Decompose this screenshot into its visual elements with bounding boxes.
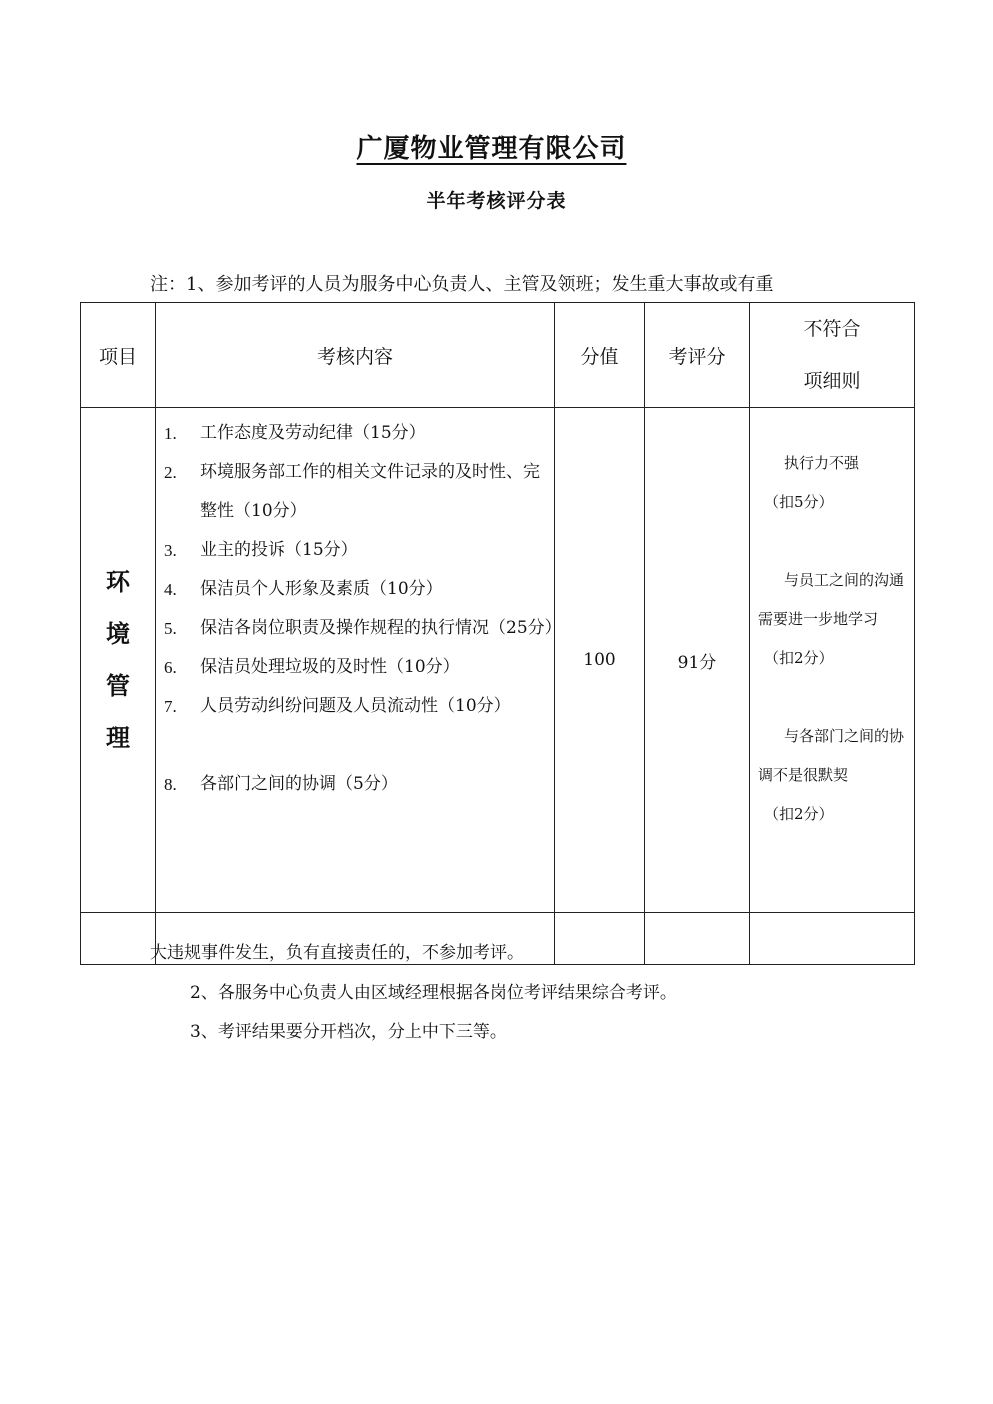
- item-text: 工作态度及劳动纪律（15分）: [200, 423, 426, 443]
- header-evaluation: 考评分: [645, 303, 750, 408]
- category-cell: [81, 408, 156, 913]
- remark-block: [758, 717, 910, 834]
- remarks-cell: [750, 408, 915, 913]
- remark-deduction: （扣2分）: [764, 649, 834, 667]
- item-text: 各部门之间的协调（5分）: [200, 774, 398, 794]
- header-item: 项目: [81, 303, 156, 408]
- table-row: [81, 408, 915, 913]
- remark-text: 与各部门之间的协调不是很默契: [758, 727, 905, 784]
- content-cell: [156, 408, 562, 913]
- note-line-3: 2、各服务中心负责人由区域经理根据各岗位考评结果综合考评。: [190, 983, 677, 1003]
- list-item: [164, 648, 554, 687]
- item-text: 环境服务部工作的相关文件记录的及时性、完整性（10分）: [200, 462, 540, 521]
- company-title: 广厦物业管理有限公司: [356, 134, 627, 164]
- score-value: 100: [555, 408, 645, 913]
- evaluation-value: 91分: [645, 408, 750, 913]
- note-line-2: 大违规事件发生，负有直接责任的，不参加考评。: [150, 943, 524, 963]
- item-number: 3.: [164, 541, 177, 560]
- category-char: 管: [106, 671, 130, 700]
- item-text: 保洁各岗位职责及操作规程的执行情况（25分）: [200, 618, 562, 638]
- remark-text: 与员工之间的沟通需要进一步地学习: [758, 571, 905, 628]
- remark-block: [758, 444, 910, 522]
- note-line-1: 注：1、参加考评的人员为服务中心负责人、主管及领班；发生重大事故或有重: [150, 274, 774, 295]
- item-number: 1.: [164, 424, 177, 443]
- category-char: 环: [106, 567, 130, 596]
- list-item: [164, 570, 554, 609]
- item-number: 7.: [164, 697, 177, 716]
- item-text: 人员劳动纠纷问题及人员流动性（10分）: [200, 696, 511, 716]
- list-item: [164, 609, 562, 648]
- item-text: 保洁员个人形象及素质（10分）: [200, 579, 443, 599]
- item-number: 6.: [164, 658, 177, 677]
- form-subtitle: 半年考核评分表: [426, 190, 567, 212]
- header-nonconform: [750, 303, 915, 408]
- header-row: [81, 303, 915, 408]
- list-item: [164, 531, 554, 570]
- remark-deduction: （扣2分）: [764, 805, 834, 823]
- item-text: 保洁员处理垃圾的及时性（10分）: [200, 657, 460, 677]
- category-char: 理: [106, 723, 130, 752]
- item-number: 5.: [164, 619, 177, 638]
- remark-deduction: （扣5分）: [764, 493, 834, 511]
- header-nonconform-line2: 项细则: [803, 370, 861, 392]
- note-line-4: 3、考评结果要分开档次，分上中下三等。: [190, 1022, 507, 1042]
- remark-text: 执行力不强: [784, 454, 860, 472]
- header-score: 分值: [555, 303, 645, 408]
- category-char: 境: [106, 619, 130, 648]
- header-nonconform-line1: 不符合: [803, 318, 861, 340]
- content-list: [156, 408, 562, 804]
- list-item: [164, 765, 554, 804]
- item-text: 业主的投诉（15分）: [200, 540, 358, 560]
- header-content: 考核内容: [156, 303, 555, 408]
- evaluation-table: [80, 302, 915, 965]
- item-number: 2.: [164, 463, 177, 482]
- item-number: 4.: [164, 580, 177, 599]
- list-item: [164, 414, 554, 453]
- list-item: [164, 687, 554, 726]
- item-number: 8.: [164, 775, 177, 794]
- remark-block: [758, 561, 910, 678]
- list-item: [164, 453, 554, 531]
